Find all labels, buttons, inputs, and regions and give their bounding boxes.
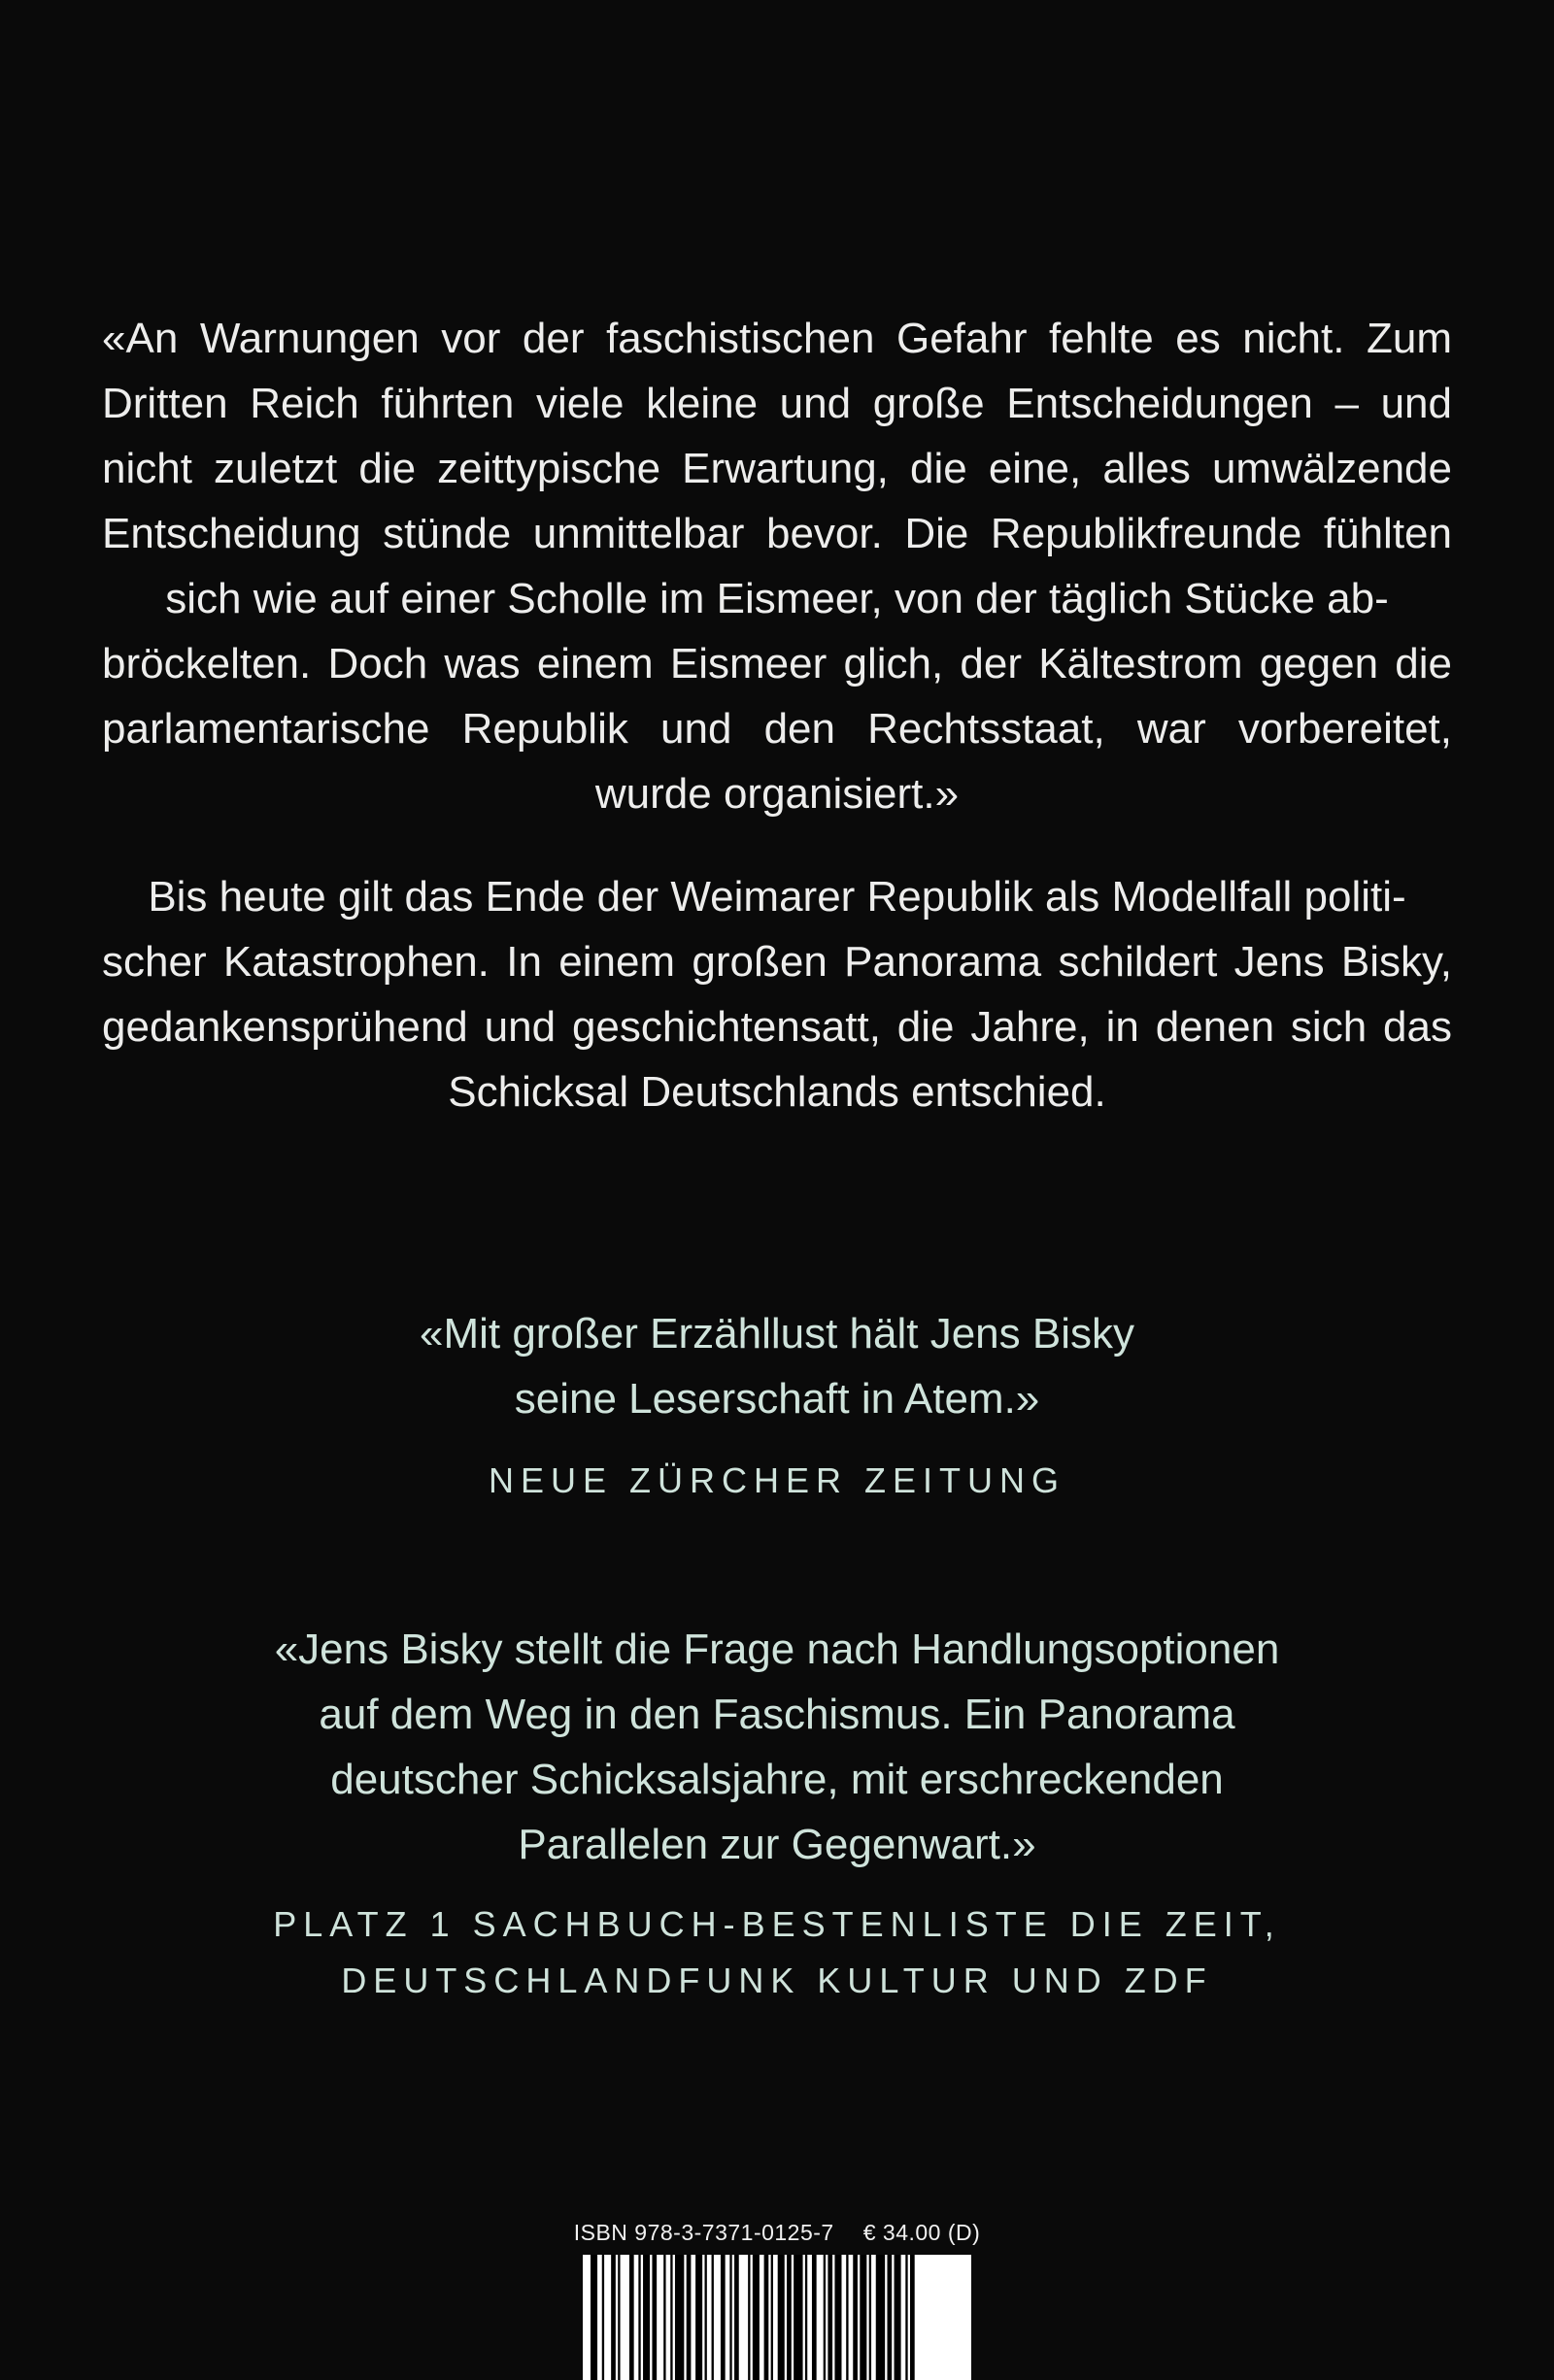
barcode-bar bbox=[675, 2255, 684, 2380]
review-quote-line: auf dem Weg in den Faschismus. Ein Panorama bbox=[319, 1691, 1235, 1738]
isbn-number: ISBN 978-3-7371-0125-7 bbox=[573, 2220, 834, 2245]
review-quote bbox=[194, 1617, 1360, 1877]
barcode-bar bbox=[853, 2255, 858, 2380]
barcode-bar bbox=[778, 2255, 785, 2380]
review-quote-line: deutscher Schicksalsjahre, mit erschreckenden bbox=[330, 1756, 1224, 1803]
review-source: NEUE ZÜRCHER ZEITUNG bbox=[488, 1460, 1065, 1500]
review-quote-line: seine Leserschaft in Atem.» bbox=[514, 1375, 1040, 1423]
blurb-quote-part-2: bröckelten. Doch was einem Eismeer glich, der Kältestrom gegen die parlamentarische Republik und den Rechtsstaat, war vorbereitet, wurde organisiert.» bbox=[102, 640, 1452, 818]
barcode-bar bbox=[705, 2255, 707, 2380]
review-bestseller bbox=[0, 1617, 1554, 2009]
barcode bbox=[583, 2255, 971, 2380]
barcode-bar bbox=[591, 2255, 597, 2380]
barcode-bar bbox=[828, 2255, 832, 2380]
isbn-price-line bbox=[0, 2220, 1554, 2246]
barcode-bar bbox=[670, 2255, 672, 2380]
barcode-bar bbox=[695, 2255, 702, 2380]
barcode-bar bbox=[787, 2255, 792, 2380]
barcode-bar bbox=[888, 2255, 893, 2380]
review-quote-line: «Mit großer Erzähllust hält Jens Bisky bbox=[419, 1310, 1135, 1358]
barcode-bar bbox=[611, 2255, 616, 2380]
price: € 34.00 (D) bbox=[862, 2220, 981, 2245]
review-quote bbox=[340, 1301, 1214, 1431]
barcode-bar bbox=[846, 2255, 848, 2380]
barcode-bar bbox=[910, 2255, 915, 2380]
barcode-bar bbox=[663, 2255, 665, 2380]
review-source-line: DEUTSCHLANDFUNK KULTUR UND ZDF bbox=[341, 1961, 1213, 2000]
barcode-bar bbox=[602, 2255, 604, 2380]
barcode-bar bbox=[794, 2255, 802, 2380]
barcode-bar bbox=[687, 2255, 692, 2380]
review-quote-line: Parallelen zur Gegenwart.» bbox=[518, 1821, 1036, 1868]
blurb-description-part-2: scher Katastrophen. In einem großen Panorama schildert Jens Bisky, gedankensprühend und geschichtensatt, die Jahre, in denen sich das Schicksal Deutschlands entschied. bbox=[102, 938, 1452, 1116]
barcode-bar bbox=[721, 2255, 726, 2380]
barcode-bar bbox=[748, 2255, 750, 2380]
barcode-bar bbox=[876, 2255, 885, 2380]
barcode-bar bbox=[629, 2255, 634, 2380]
barcode-bar bbox=[869, 2255, 871, 2380]
blurb-description-part-1: Bis heute gilt das Ende der Weimarer Republik als Modellfall politi- bbox=[148, 873, 1406, 921]
barcode-bar bbox=[805, 2255, 807, 2380]
blurb-quote-part-1: «An Warnungen vor der faschistischen Gefahr fehlte es nicht. Zum Dritten Reich führten viele kleine und große Entscheidungen – und nicht zuletzt die zeittypische Erwartung, die eine, alles umwälzende Entscheidung stünde unmittelbar bevor. Die Republikfreunde fühlten sich wie auf einer Scholle im Eismeer, von der täglich Stücke ab- bbox=[102, 315, 1452, 622]
barcode-bar bbox=[729, 2255, 731, 2380]
barcode-bar bbox=[652, 2255, 657, 2380]
barcode-bar bbox=[771, 2255, 773, 2380]
blurb-quote bbox=[102, 306, 1452, 826]
review-nzz bbox=[0, 1301, 1554, 1523]
barcode-bar bbox=[895, 2255, 901, 2380]
barcode-bar bbox=[753, 2255, 760, 2380]
review-source bbox=[0, 1896, 1554, 2009]
barcode-bar bbox=[712, 2255, 714, 2380]
barcode-graphic bbox=[583, 2255, 971, 2380]
barcode-bar bbox=[812, 2255, 817, 2380]
barcode-bar bbox=[905, 2255, 907, 2380]
barcode-bar bbox=[734, 2255, 739, 2380]
barcode-bar bbox=[860, 2255, 866, 2380]
review-quote-line: «Jens Bisky stellt die Frage nach Handlungsoptionen bbox=[274, 1626, 1280, 1673]
review-source-line: PLATZ 1 SACHBUCH-BESTENLISTE DIE ZEIT, bbox=[273, 1904, 1281, 1944]
barcode-bar bbox=[834, 2255, 841, 2380]
blurb-description bbox=[102, 864, 1452, 1124]
barcode-bar bbox=[643, 2255, 650, 2380]
barcode-bar bbox=[618, 2255, 620, 2380]
barcode-bar bbox=[824, 2255, 826, 2380]
barcode-bar bbox=[764, 2255, 769, 2380]
barcode-bar bbox=[638, 2255, 640, 2380]
